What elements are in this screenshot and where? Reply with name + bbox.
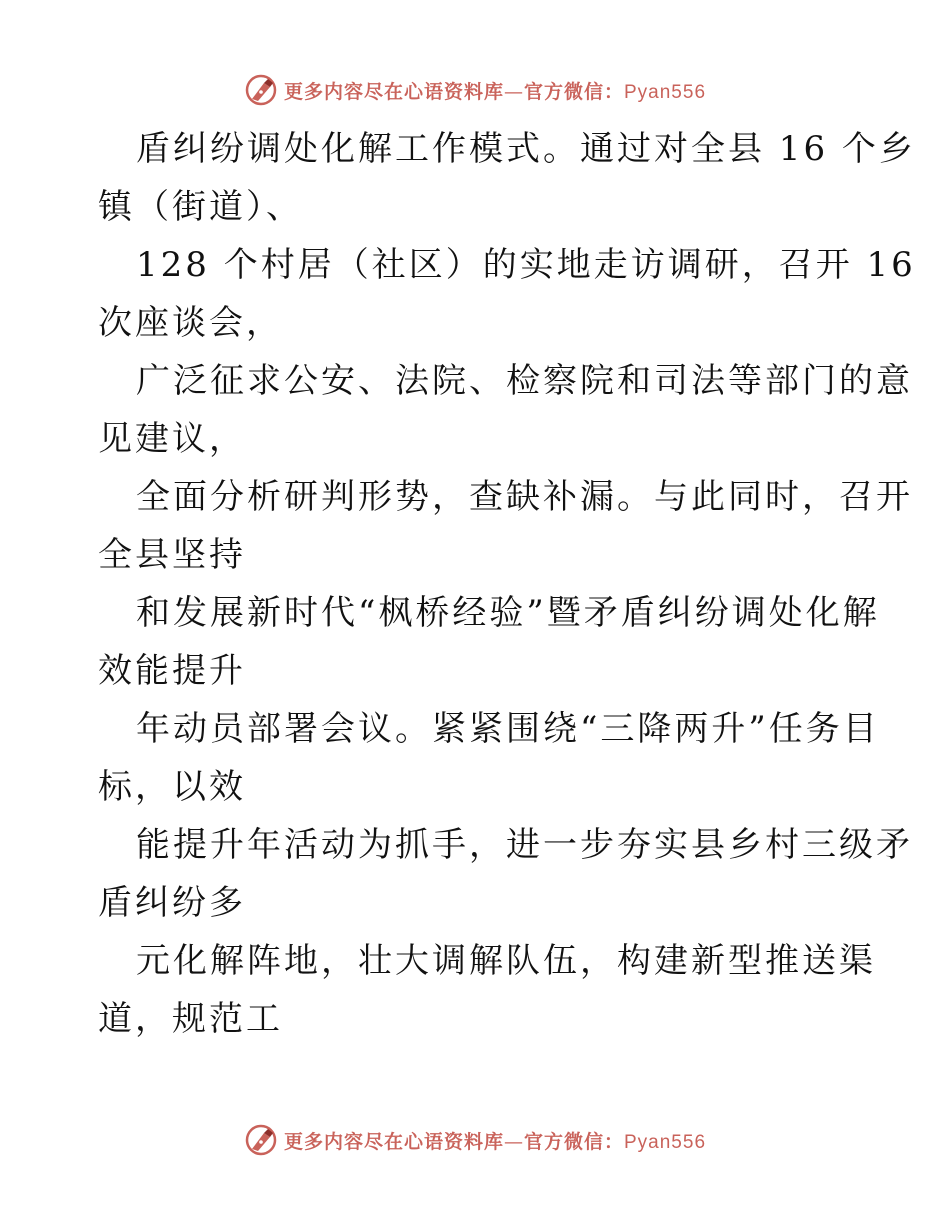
footer-watermark [0,1120,950,1160]
pen-nib-logo-icon [244,1123,278,1157]
body-line: 全县坚持 [98,535,246,575]
watermark-text: 更多内容尽在心语资料库—官方微信：Pyan556 [283,1130,707,1153]
body-line: 元化解阵地，壮大调解队伍，构建新型推送渠 [136,941,876,981]
body-line: 128 个村居（社区）的实地走访调研，召开 16 [136,245,916,285]
pen-nib-logo-icon [244,73,278,107]
document-body [98,120,916,1048]
body-line: 年动员部署会议。紧紧围绕“三降两升”任务目 [136,709,880,749]
body-line: 效能提升 [98,651,246,691]
body-line: 广泛征求公安、法院、检察院和司法等部门的意 [136,361,913,401]
body-line: 和发展新时代“枫桥经验”暨矛盾纠纷调处化解 [136,593,880,633]
body-line: 能提升年活动为抓手，进一步夯实县乡村三级矛 [136,825,913,865]
header-watermark [0,70,950,110]
body-line: 盾纠纷调处化解工作模式。通过对全县 16 个乡 [136,129,916,169]
body-line: 全面分析研判形势，查缺补漏。与此同时，召开 [136,477,913,517]
body-line: 标，以效 [98,767,246,807]
body-line: 见建议， [98,419,246,459]
body-line: 盾纠纷多 [98,883,246,923]
watermark-text: 更多内容尽在心语资料库—官方微信：Pyan556 [283,80,707,103]
body-line: 次座谈会， [98,303,283,343]
body-line: 道，规范工 [98,999,283,1039]
body-line: 镇（街道）、 [98,187,303,227]
